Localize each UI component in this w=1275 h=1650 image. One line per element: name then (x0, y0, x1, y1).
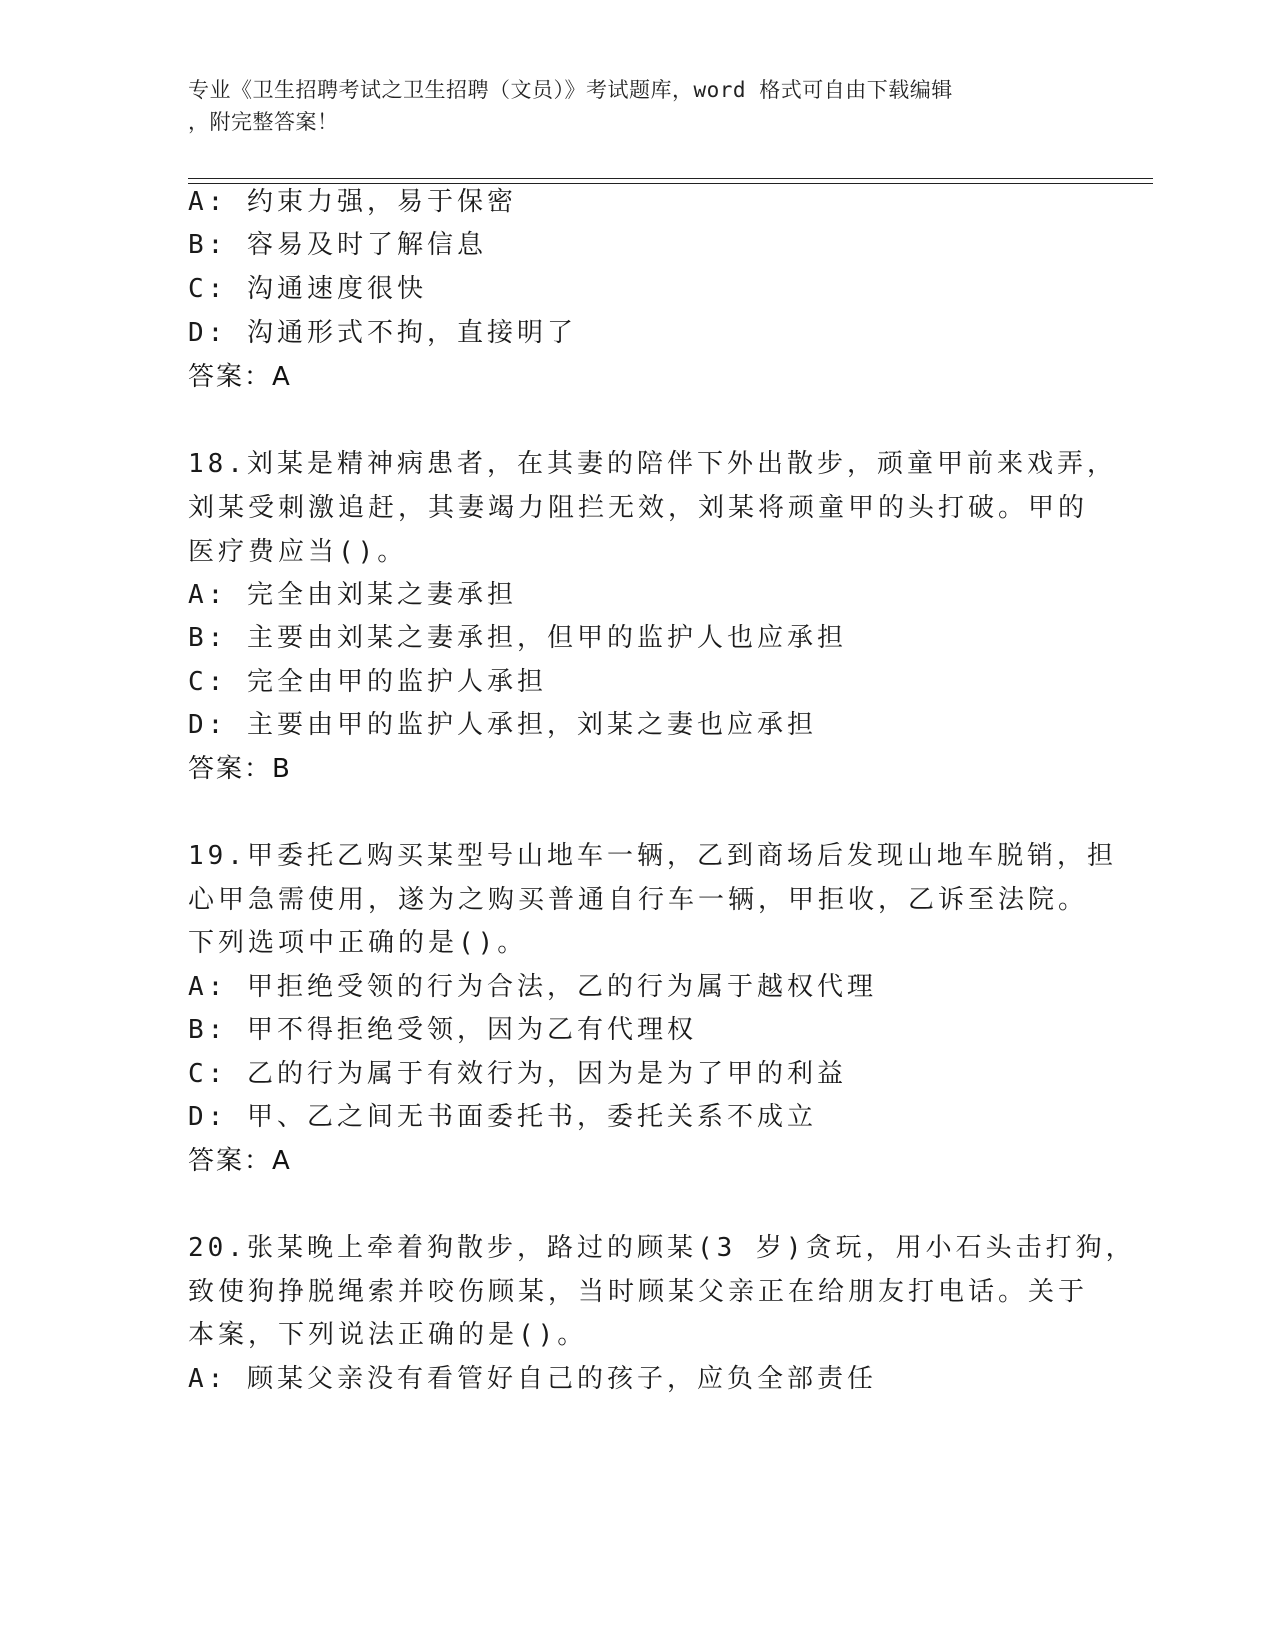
q18-stem-line-2: 刘某受刺激追赶，其妻竭力阻拦无效，刘某将顽童甲的头打破。甲的 (188, 493, 1089, 523)
header-divider-bottom (188, 183, 1153, 184)
q19-stem-line-1: 19.甲委托乙购买某型号山地车一辆，乙到商场后发现山地车脱销，担 (188, 841, 1117, 871)
q17-option-c: C: 沟通速度很快 (188, 274, 427, 304)
q17-option-d: D: 沟通形式不拘，直接明了 (188, 318, 577, 348)
q17-option-b: B: 容易及时了解信息 (188, 230, 487, 260)
q19-option-c: C: 乙的行为属于有效行为，因为是为了甲的利益 (188, 1059, 847, 1089)
q17-option-a: A: 约束力强，易于保密 (188, 187, 517, 217)
q18-option-b: B: 主要由刘某之妻承担，但甲的监护人也应承担 (188, 623, 847, 653)
header-title-line: 专业《卫生招聘考试之卫生招聘（文员）》考试题库，word 格式可自由下载编辑 (188, 78, 953, 102)
header-title-continuation: ，附完整答案！ (188, 110, 339, 134)
q19-option-b: B: 甲不得拒绝受领，因为乙有代理权 (188, 1015, 697, 1045)
q20-stem-line-2: 致使狗挣脱绳索并咬伤顾某，当时顾某父亲正在给朋友打电话。关于 (188, 1277, 1089, 1307)
q20-stem-line-3: 本案，下列说法正确的是()。 (188, 1320, 588, 1350)
q19-stem-line-3: 下列选项中正确的是()。 (188, 928, 528, 958)
header-divider-top (188, 178, 1153, 179)
q19-stem-line-2: 心甲急需使用，遂为之购买普通自行车一辆，甲拒收，乙诉至法院。 (188, 885, 1089, 915)
q18-stem-line-1: 18.刘某是精神病患者，在其妻的陪伴下外出散步，顽童甲前来戏弄， (188, 449, 1117, 479)
q19-answer: 答案：A (188, 1146, 292, 1176)
q19-option-a: A: 甲拒绝受领的行为合法，乙的行为属于越权代理 (188, 972, 877, 1002)
q18-answer: 答案：B (188, 754, 292, 784)
q18-option-d: D: 主要由甲的监护人承担，刘某之妻也应承担 (188, 710, 817, 740)
q17-answer: 答案：A (188, 362, 292, 392)
q19-option-d: D: 甲、乙之间无书面委托书，委托关系不成立 (188, 1102, 817, 1132)
q20-stem-line-1: 20.张某晚上牵着狗散步，路过的顾某(3 岁)贪玩，用小石头击打狗， (188, 1233, 1136, 1263)
q18-option-c: C: 完全由甲的监护人承担 (188, 667, 547, 697)
q20-option-a: A: 顾某父亲没有看管好自己的孩子，应负全部责任 (188, 1364, 877, 1394)
document-header (188, 74, 1068, 138)
q18-stem-line-3: 医疗费应当()。 (188, 537, 408, 567)
q18-option-a: A: 完全由刘某之妻承担 (188, 580, 517, 610)
